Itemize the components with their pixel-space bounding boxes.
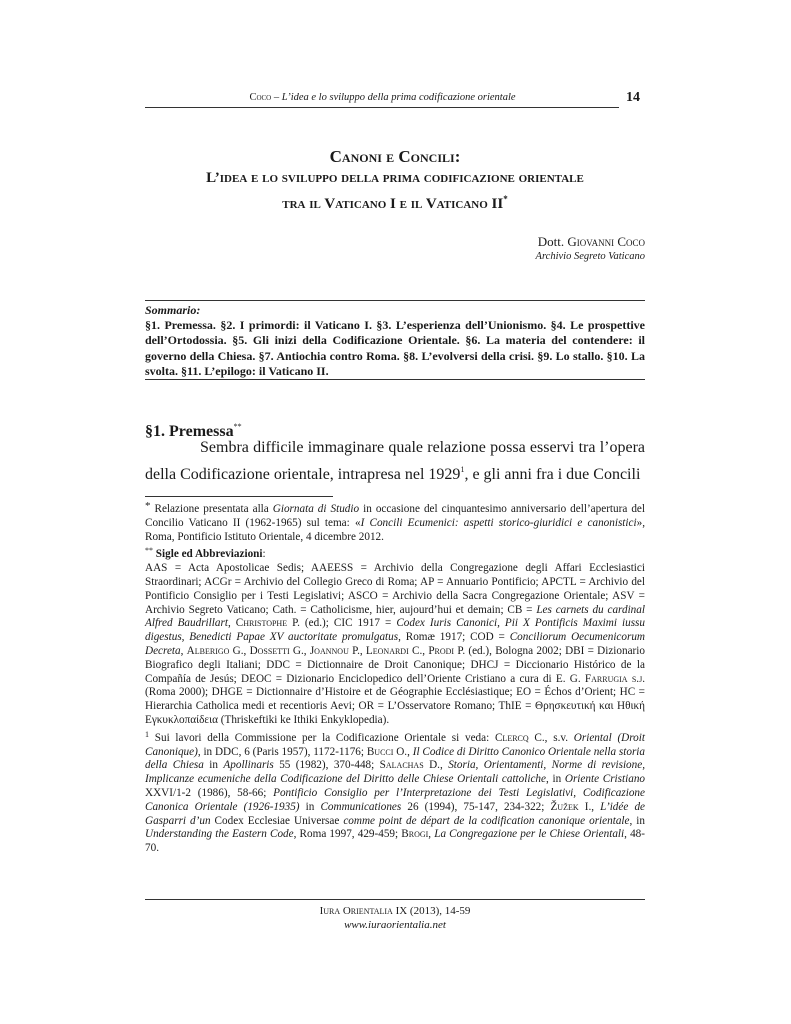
title-line-3	[145, 189, 645, 215]
fn3-italic-2: Il Codice di Diritto Canonico Orientale nella storia della Chiesa	[145, 745, 645, 772]
fn3-text-k: 26 (1994), 75-147, 234-322;	[401, 800, 551, 813]
fn1-italic-1: Giornata di Studio	[272, 503, 360, 515]
abbr-sc-1: Christophe	[235, 617, 288, 630]
footnote-double-star	[145, 544, 645, 562]
footnote-double-star-mark: **	[145, 546, 153, 556]
summary-heading: Sommario:	[145, 303, 201, 317]
body-text-a: Sembra difficile immaginare quale relazione possa esservi tra l’opera della Codificazione orientale, intrapresa nel 1929	[145, 439, 645, 483]
fn2-heading: Sigle ed Abbreviazioni	[153, 548, 263, 561]
article-title	[145, 146, 645, 215]
footer-rule	[145, 899, 645, 900]
abbr-text-b: ,	[227, 617, 236, 630]
abbr-text-e: ,	[180, 644, 187, 657]
fn3-italic-3: Apollinaris	[223, 759, 274, 772]
fn3-text-a: Sui lavori della Commissione per la Codificazione Orientale si veda:	[149, 731, 495, 744]
abbr-italic-1: Les carnets du cardinal Alfred Baudrillart	[145, 603, 645, 630]
footnote-star	[145, 500, 645, 544]
fn3-text-c: , in DDC, 6 (Paris 1957), 1172-1176;	[197, 745, 367, 758]
author-name	[400, 234, 645, 250]
fn3-text-e: in	[203, 759, 224, 772]
abbr-italic-3: Conciliorum Oecumenicorum Decreta	[145, 631, 646, 657]
fn3-text-i: XXVI/1-2 (1986), 58-66;	[145, 786, 274, 799]
abbr-sc-2: Alberigo	[186, 644, 230, 657]
fn3-text-n: , in	[629, 814, 645, 827]
summary-text: §1. Premessa. §2. I primordi: il Vaticano I. §3. L’esperienza dell’Unionismo. §4. Le prospettive dell’Ortodossia. §5. Gli inizi della Codificazione Orientale. §6. La materia del contendere: il governo della Chiesa. §7. Antiochia contro Roma. §8. L’evolversi della crisi. §9. Lo stallo. §10. La svolta. §11. L’epilogo: il Vaticano II.	[145, 318, 645, 378]
fn1-italic-2: I Concili Ecumenici: aspetti storico-giuridici e canonistici	[360, 516, 637, 529]
summary-bottom-rule	[145, 379, 645, 380]
footnotes	[145, 500, 645, 856]
body-paragraph	[145, 437, 645, 486]
abbr-sc-3: Dossetti	[249, 644, 290, 657]
abbr-italic-2: Codex Iuris Canonici, Pii X Pontificis Maximi iussu digestus, Benedicti Papae XV auctoritate promulgatus	[145, 617, 645, 644]
footnote-rule	[145, 496, 333, 497]
fn3-text-q: , 48-70.	[145, 828, 645, 855]
footnote-1-mark: 1	[145, 729, 149, 739]
abbr-text-k: (Roma 2000); DHGE = Dictionnaire d’Histoire et de Géographie Ecclésiastique; EO = Échos d’Orient; HC = Hierarchia Catholica medi et recentioris Aevi; OR = L’Osservatore Romano; ThIE = Θρησκευτική και Ηθική Εγκυκλοπαίδεια (Thriskeftiki ke Ithiki Enkyklopedia).	[145, 686, 645, 726]
footnote-1	[145, 728, 645, 856]
fn3-text-l: I.,	[578, 800, 601, 813]
title-line-3-text: tra il Vaticano I e il Vaticano II	[282, 196, 504, 212]
fn3-text-o: , Roma 1997, 429-459;	[293, 828, 402, 841]
fn3-text-p: ,	[428, 828, 435, 841]
fn3-text-f: 55 (1982), 370-448;	[273, 759, 380, 772]
title-footnote-mark: *	[503, 194, 508, 204]
fn3-italic-7: Communicationes	[320, 800, 402, 813]
fn3-italic-11: La Congregazione per le Chiese Orientali	[434, 828, 625, 841]
fn3-italic-6: Pontificio Consiglio per l’Interpretazione dei Testi Legislativi, Codificazione Canonica Orientale (1926-1935)	[145, 786, 645, 813]
section-footnote-mark: **	[233, 422, 242, 431]
fn3-italic-1: Oriental (Droit Canonique)	[145, 731, 645, 758]
abbr-text-g: G.,	[289, 644, 310, 657]
footnote-star-mark: *	[145, 500, 151, 512]
fn3-sc-1: Clercq	[494, 731, 529, 744]
footer-url: www.iuraorientalia.net	[344, 919, 446, 931]
page-number: 14	[626, 90, 640, 105]
fn3-text-j: in	[299, 800, 321, 813]
fn3-italic-9: comme point de départ de la codification canonique orientale	[343, 814, 630, 827]
abbr-text-i: C.,	[408, 644, 429, 657]
abbr-sc-6: Prodi	[428, 644, 455, 657]
header-title: L’idea e lo sviluppo della prima codificazione orientale	[281, 92, 516, 103]
author-affiliation: Archivio Segreto Vaticano	[535, 251, 645, 262]
abbr-text-h: P.,	[348, 644, 366, 657]
fn3-sc-4: Žužek	[550, 800, 579, 813]
fn3-text-b: C., s.v.	[528, 731, 574, 744]
fn3-italic-10: Understanding the Eastern Code	[145, 828, 294, 841]
fn3-sc-2: Bucci	[366, 745, 394, 758]
abbr-text-f: G.,	[229, 644, 250, 657]
fn3-text-h: , in	[546, 773, 565, 786]
abbr-sc-5: Leonardi	[365, 644, 409, 657]
author-prefix: Dott.	[537, 234, 568, 249]
fn2-colon: :	[262, 548, 266, 561]
abbr-text-a: AAS = Acta Apostolicae Sedis; AAEESS = Archivio della Congregazione degli Affari Ecclesiastici Straordinari; ACGr = Archivio del Collegio Greco di Roma; AP = Annuario Pontificio; APCTL = Archivio del Pontificio Consiglio per i Testi Legislativi; ASCO = Archivio della Sacra Congregazione Orientale; ASV = Archivio Segreto Vaticano; Cath. = Catholicisme, hier, aujourd’hui et demain; CB =	[145, 562, 645, 616]
title-line-2: L’idea e lo sviluppo della prima codificazione orientale	[206, 170, 584, 186]
abbr-text-j: P. (ed.), Bologna 2002; DBI = Dizionario Biografico degli Italiani; DDC = Dictionnaire de Droit Canonique; DHCJ = Diccionario Histórico de la Compañía de Jesús; DEOC = Dizionario Enciclopedico dell’Oriente Cristiano a cura di E. G.	[145, 644, 645, 685]
abbr-sc-7: Farrugia s.j.	[584, 672, 645, 685]
fn1-text-a: Relazione presentata alla	[150, 503, 273, 515]
summary-top-rule	[145, 300, 645, 301]
body-text-b: , e gli anni fra i due Concili	[464, 466, 641, 483]
running-header	[145, 91, 620, 104]
fn3-text-g: D.,	[423, 759, 449, 772]
header-author: Coco	[249, 92, 272, 103]
body-footnote-mark: 1	[460, 465, 465, 474]
abbr-text-d: , Romæ 1917; COD =	[398, 631, 510, 644]
fn3-sc-3: Salachas	[379, 759, 424, 772]
fn1-text-b: in occasione del cinquantesimo anniversario dell’apertura del Concilio Vaticano II (1962-1965) sul tema: «	[145, 503, 645, 529]
section-heading-text: §1. Premessa	[145, 423, 234, 440]
footer-journal: Iura Orientalia IX (2013), 14-59	[319, 905, 471, 917]
abbr-text-c: P. (ed.); CIC 1917 =	[287, 617, 397, 630]
author-fullname: Giovanni Coco	[567, 234, 645, 249]
fn3-italic-8: L’idée de Gasparri d’un	[145, 800, 646, 827]
fn3-text-d: O.,	[393, 745, 413, 758]
author-block	[400, 234, 645, 264]
summary-box	[145, 303, 645, 379]
fn3-text-m: Codex Ecclesiae Universae	[210, 814, 344, 827]
fn3-italic-5: Oriente Cristiano	[564, 773, 646, 786]
fn3-sc-5: Brogi	[401, 828, 429, 841]
title-line-1: Canoni e Concili:	[329, 147, 461, 166]
fn3-italic-4: Storia, Orientamenti, Norme di revisione, Implicanze ecumeniche della Codificazione del Diritto delle Chiese Orientali cattoliche	[145, 759, 645, 786]
header-dash: –	[271, 92, 282, 103]
abbr-sc-4: Joannou	[309, 644, 349, 657]
abbreviations-list	[145, 562, 645, 728]
fn1-text-c: », Roma, Pontificio Istituto Orientale, 4 dicembre 2012.	[145, 516, 645, 543]
page-footer	[145, 904, 645, 932]
header-rule	[145, 107, 619, 108]
